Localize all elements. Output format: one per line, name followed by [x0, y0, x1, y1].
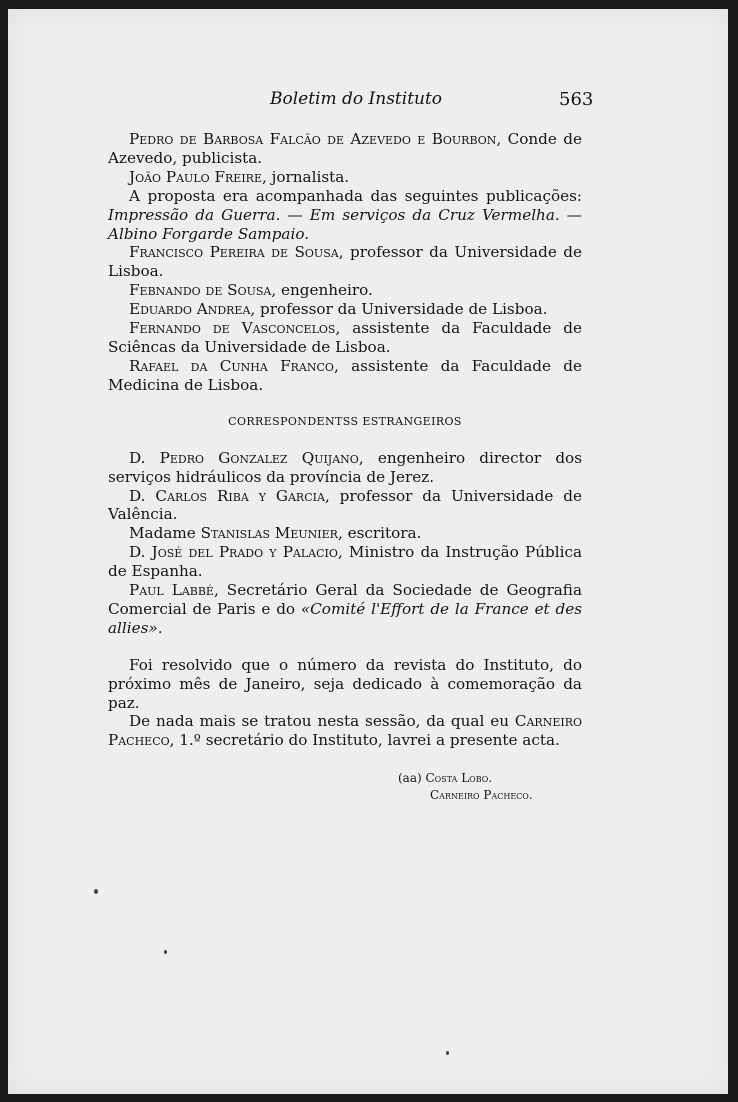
member-entry: João Paulo Freire, jornalista. — [129, 167, 350, 186]
resolution-paragraph: Foi resolvido que o número da revista do Instituto, do próximo mês de Janeiro, seja dedicado à comemoração da paz. — [108, 655, 582, 712]
proposal-paragraph: A proposta era acompanhada das seguintes publicações: Impressão da Guerra. — Em serviços da Cruz Vermelha. — Albino Forgarde Sampaio. — [108, 186, 582, 243]
signature-line-2: Carneiro Pacheco. — [430, 788, 533, 802]
page-header — [8, 89, 728, 119]
paragraph-gap — [108, 638, 582, 656]
member-entry: Fernando de Vasconcelos, assistente da Faculdade de Sciêncas da Universidade de Lisboa. — [108, 319, 582, 356]
closing-paragraph: De nada mais se tratou nesta sessão, da qual eu Carneiro Pacheco, 1.º secretário do Instituto, lavrei a presente acta. — [108, 712, 582, 750]
page-number: 563 — [559, 89, 594, 110]
print-speck — [94, 889, 98, 894]
member-entry: Francisco Pereira de Sousa, professor da Universidade de Lisboa. — [108, 243, 582, 281]
member-entry: Pedro de Barbosa Falcão de Azevedo e Bourbon, Conde de Azevedo, publicista. — [108, 130, 582, 167]
foreign-entry: D. José del Prado y Palacio, Ministro da Instrução Pública de Espanha. — [108, 543, 583, 581]
signature-block — [398, 770, 533, 804]
foreign-entry: Paul Labbé, Secretário Geral da Sociedade de Geografia Comercial de Paris e do «Comité l'Effort de la France et des allies». — [108, 581, 582, 637]
foreign-entry: Madame Stanislas Meunier, escritora. — [129, 524, 422, 543]
foreign-entry: D. Pedro Gonzalez Quijano, engenheiro director dos serviços hidráulicos da província de Jerez. — [108, 448, 582, 486]
running-title: Boletim do Instituto — [270, 89, 443, 109]
member-entry: Eduardo Andrea, professor da Universidade de Lisboa. — [129, 300, 548, 319]
section-heading: CORRESPONDENTSS ESTRANGEIROS — [228, 414, 462, 428]
member-entry: Febnando de Sousa, engenheiro. — [129, 281, 373, 300]
signature-line-1: (aa) Costa Lobo. — [398, 771, 493, 785]
print-speck — [446, 1051, 449, 1055]
body-text — [108, 130, 582, 750]
print-speck — [164, 950, 167, 954]
member-entry: Rafael da Cunha Franco, assistente da Faculdade de Medicina de Lisboa. — [108, 356, 582, 394]
foreign-entry: D. Carlos Riba y Garcia, professor da Universidade de Valência. — [108, 486, 582, 524]
document-page — [8, 9, 728, 1094]
